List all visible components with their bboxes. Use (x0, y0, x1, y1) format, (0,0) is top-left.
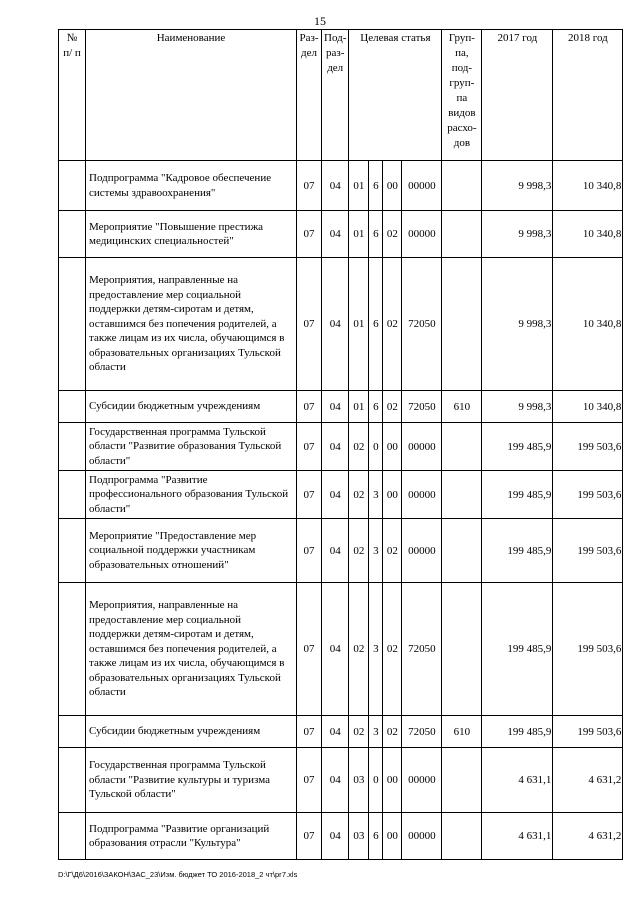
row-razdel: 07 (297, 258, 322, 391)
row-article-direction: 00000 (402, 748, 442, 813)
row-razdel: 07 (297, 391, 322, 423)
row-name: Подпрограмма "Кадровое обеспечение системы здравоохранения" (86, 161, 297, 211)
row-num (59, 423, 86, 471)
row-article-program: 03 (349, 748, 369, 813)
row-num (59, 748, 86, 813)
row-amount-2017: 199 485,9 (482, 471, 553, 519)
row-podrazdel: 04 (322, 519, 349, 583)
row-article-event: 02 (383, 391, 402, 423)
row-article-direction: 00000 (402, 161, 442, 211)
budget-table (58, 29, 623, 860)
row-expense-group (442, 748, 482, 813)
row-expense-group (442, 813, 482, 860)
row-name: Субсидии бюджетным учреждениям (86, 716, 297, 748)
row-article-event: 00 (383, 423, 402, 471)
table-row (59, 813, 623, 860)
row-amount-2018: 199 503,6 (553, 423, 623, 471)
row-article-program: 02 (349, 716, 369, 748)
row-article-direction: 00000 (402, 423, 442, 471)
row-num (59, 161, 86, 211)
row-amount-2018: 10 340,8 (553, 211, 623, 258)
row-article-subprogram: 6 (369, 161, 383, 211)
row-amount-2017: 199 485,9 (482, 716, 553, 748)
row-name: Государственная программа Тульской области "Развитие культуры и туризма Тульской области" (86, 748, 297, 813)
row-podrazdel: 04 (322, 716, 349, 748)
row-name: Мероприятие "Повышение престижа медицинских специальностей" (86, 211, 297, 258)
row-article-program: 02 (349, 423, 369, 471)
row-name: Субсидии бюджетным учреждениям (86, 391, 297, 423)
table-header (59, 30, 623, 161)
header-razdel: Раз-дел (297, 30, 322, 161)
row-amount-2017: 9 998,3 (482, 258, 553, 391)
row-podrazdel: 04 (322, 211, 349, 258)
row-article-direction: 00000 (402, 471, 442, 519)
row-amount-2018: 10 340,8 (553, 161, 623, 211)
row-article-direction: 72050 (402, 716, 442, 748)
row-name: Подпрограмма "Развитие профессионального образования Тульской области" (86, 471, 297, 519)
row-article-event: 00 (383, 813, 402, 860)
row-razdel: 07 (297, 471, 322, 519)
row-expense-group: 610 (442, 391, 482, 423)
row-name: Подпрограмма "Развитие организаций образования отрасли "Культура" (86, 813, 297, 860)
header-num: № п/ п (59, 30, 86, 161)
row-article-program: 02 (349, 583, 369, 716)
row-name: Мероприятия, направленные на предоставление мер социальной поддержки детям-сиротам и детям, оставшимся без попечения родителей, а также лицам из их числа, обучающимся в образовательных организациях Тульской области (86, 583, 297, 716)
row-razdel: 07 (297, 211, 322, 258)
row-expense-group (442, 211, 482, 258)
header-year-2018: 2018 год (553, 30, 623, 161)
row-article-program: 02 (349, 471, 369, 519)
row-article-event: 00 (383, 161, 402, 211)
row-amount-2018: 199 503,6 (553, 519, 623, 583)
page-number: 15 (314, 14, 326, 28)
row-amount-2017: 199 485,9 (482, 519, 553, 583)
table-row (59, 519, 623, 583)
row-article-subprogram: 0 (369, 423, 383, 471)
row-article-event: 02 (383, 211, 402, 258)
row-article-event: 02 (383, 583, 402, 716)
row-article-event: 00 (383, 748, 402, 813)
row-name: Мероприятие "Предоставление мер социальной поддержки участникам образовательных отношений" (86, 519, 297, 583)
row-razdel: 07 (297, 716, 322, 748)
row-article-program: 01 (349, 211, 369, 258)
row-podrazdel: 04 (322, 813, 349, 860)
row-expense-group (442, 471, 482, 519)
table-row (59, 211, 623, 258)
header-podrazdel: Под-раз-дел (322, 30, 349, 161)
row-podrazdel: 04 (322, 748, 349, 813)
row-podrazdel: 04 (322, 583, 349, 716)
row-razdel: 07 (297, 423, 322, 471)
row-podrazdel: 04 (322, 391, 349, 423)
row-amount-2017: 4 631,1 (482, 748, 553, 813)
table-row (59, 423, 623, 471)
row-amount-2017: 9 998,3 (482, 161, 553, 211)
row-article-subprogram: 3 (369, 716, 383, 748)
header-group: Груп-па, под-груп-па видов расхо-дов (442, 30, 482, 161)
row-expense-group (442, 583, 482, 716)
table-row (59, 161, 623, 211)
row-num (59, 471, 86, 519)
row-podrazdel: 04 (322, 161, 349, 211)
row-article-direction: 00000 (402, 813, 442, 860)
row-article-direction: 72050 (402, 583, 442, 716)
row-article-subprogram: 6 (369, 258, 383, 391)
row-article-event: 02 (383, 258, 402, 391)
row-podrazdel: 04 (322, 423, 349, 471)
row-razdel: 07 (297, 813, 322, 860)
row-article-program: 01 (349, 391, 369, 423)
row-article-subprogram: 6 (369, 813, 383, 860)
row-expense-group (442, 423, 482, 471)
header-name: Наименование (86, 30, 297, 161)
row-article-direction: 72050 (402, 391, 442, 423)
row-expense-group (442, 161, 482, 211)
row-num (59, 813, 86, 860)
file-path-footer: D:\Г\Д6\2016\ЗАКОН\ЗАС_23\Изм. бюджет ТО 2016-2018_2 чт\рг7.xls (58, 870, 298, 879)
row-article-event: 02 (383, 716, 402, 748)
row-num (59, 211, 86, 258)
row-amount-2017: 9 998,3 (482, 391, 553, 423)
row-article-direction: 00000 (402, 519, 442, 583)
table-row (59, 583, 623, 716)
table-row (59, 471, 623, 519)
row-article-subprogram: 6 (369, 211, 383, 258)
row-amount-2017: 4 631,1 (482, 813, 553, 860)
row-article-subprogram: 3 (369, 583, 383, 716)
row-amount-2017: 9 998,3 (482, 211, 553, 258)
row-article-subprogram: 0 (369, 748, 383, 813)
row-article-program: 01 (349, 258, 369, 391)
row-num (59, 258, 86, 391)
row-article-program: 02 (349, 519, 369, 583)
row-article-program: 01 (349, 161, 369, 211)
table-row (59, 748, 623, 813)
row-expense-group (442, 519, 482, 583)
row-podrazdel: 04 (322, 258, 349, 391)
table-row (59, 716, 623, 748)
row-article-event: 02 (383, 519, 402, 583)
row-num (59, 391, 86, 423)
row-expense-group (442, 258, 482, 391)
header-article: Целевая статья (349, 30, 442, 161)
row-amount-2017: 199 485,9 (482, 423, 553, 471)
row-amount-2018: 199 503,6 (553, 471, 623, 519)
row-num (59, 716, 86, 748)
table-row (59, 391, 623, 423)
table-row (59, 258, 623, 391)
row-amount-2017: 199 485,9 (482, 583, 553, 716)
row-num (59, 519, 86, 583)
row-amount-2018: 4 631,2 (553, 813, 623, 860)
row-razdel: 07 (297, 748, 322, 813)
row-razdel: 07 (297, 161, 322, 211)
row-name: Мероприятия, направленные на предоставление мер социальной поддержки детям-сиротам и детям, оставшимся без попечения родителей, а также лицам из их числа, обучающимся в образовательных организациях Тульской области (86, 258, 297, 391)
row-article-subprogram: 3 (369, 471, 383, 519)
row-article-event: 00 (383, 471, 402, 519)
row-podrazdel: 04 (322, 471, 349, 519)
header-year-2017: 2017 год (482, 30, 553, 161)
row-amount-2018: 199 503,6 (553, 716, 623, 748)
row-num (59, 583, 86, 716)
row-razdel: 07 (297, 583, 322, 716)
row-name: Государственная программа Тульской области "Развитие образования Тульской области" (86, 423, 297, 471)
row-article-subprogram: 3 (369, 519, 383, 583)
row-expense-group: 610 (442, 716, 482, 748)
row-amount-2018: 10 340,8 (553, 391, 623, 423)
row-amount-2018: 4 631,2 (553, 748, 623, 813)
row-amount-2018: 199 503,6 (553, 583, 623, 716)
row-razdel: 07 (297, 519, 322, 583)
row-article-subprogram: 6 (369, 391, 383, 423)
row-article-direction: 00000 (402, 211, 442, 258)
row-amount-2018: 10 340,8 (553, 258, 623, 391)
row-article-program: 03 (349, 813, 369, 860)
row-article-direction: 72050 (402, 258, 442, 391)
